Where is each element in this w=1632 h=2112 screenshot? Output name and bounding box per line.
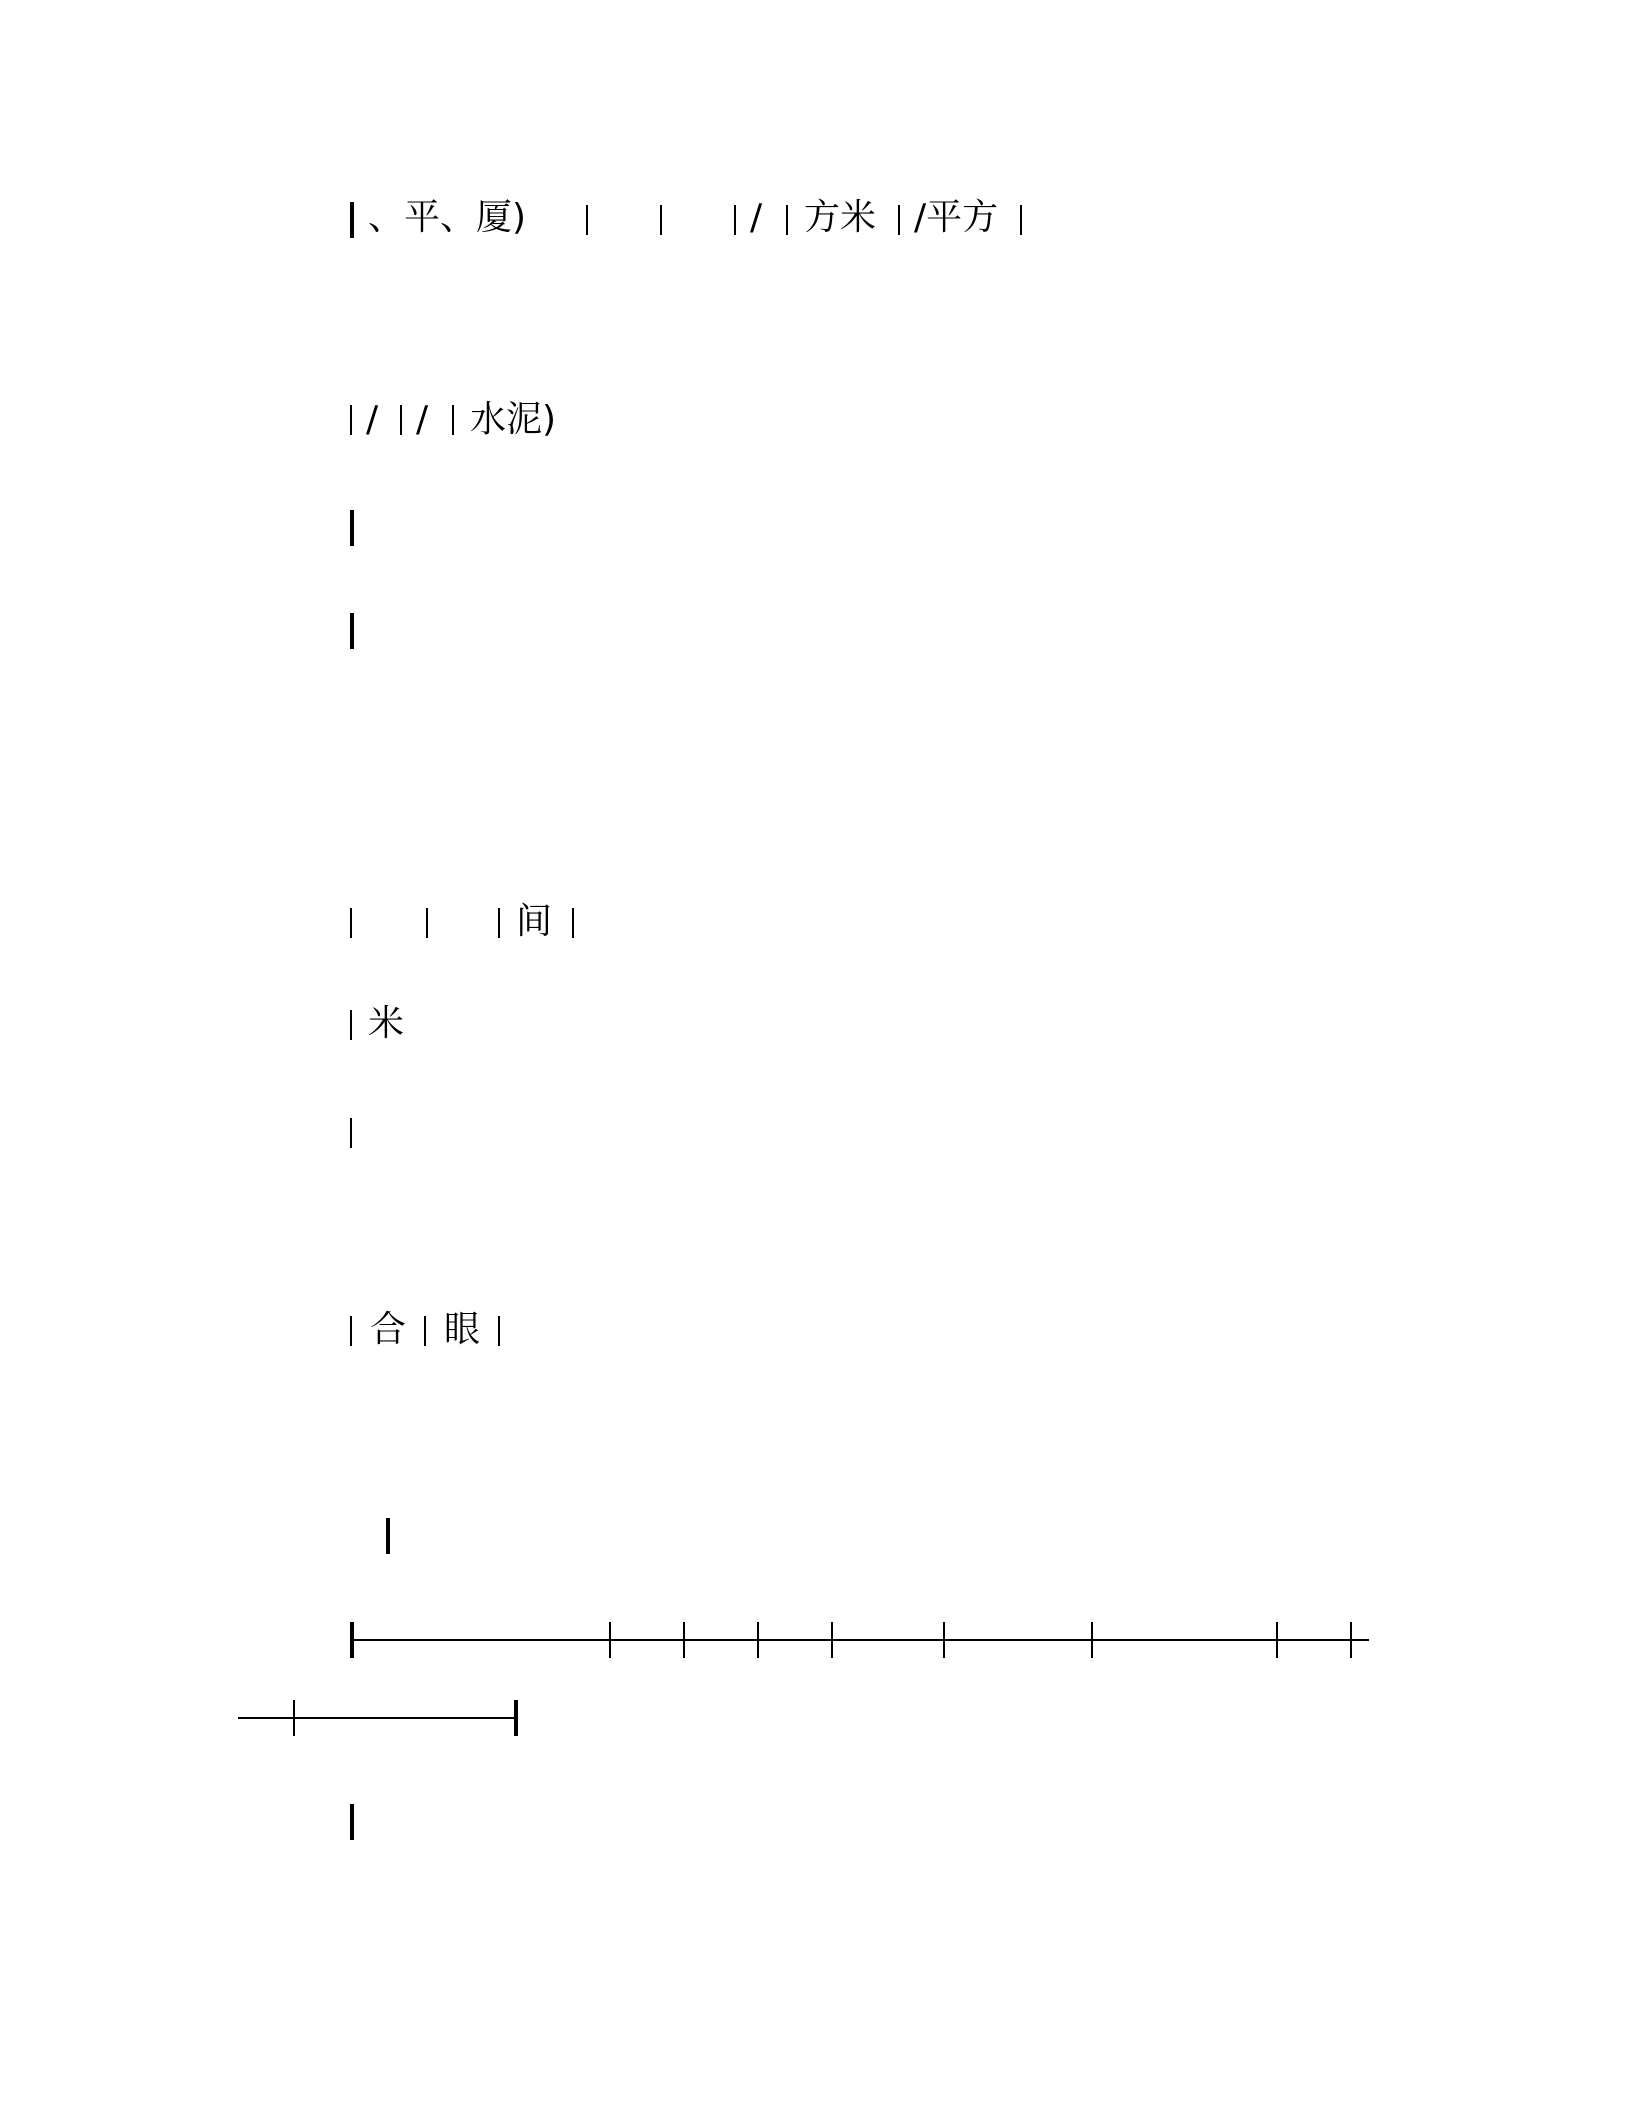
text-fragment: / [366, 399, 379, 440]
text-fragment: 、平、厦) [368, 197, 527, 238]
table-tick [831, 1622, 833, 1658]
text-fragment: /平方 [914, 197, 999, 238]
table-border [498, 1316, 500, 1346]
table-border [586, 205, 588, 235]
table-border [898, 205, 900, 235]
table-border [452, 405, 454, 435]
table-rule [352, 1639, 1369, 1641]
table-border [350, 405, 352, 435]
table-tick [1091, 1622, 1093, 1658]
table-border [350, 1010, 352, 1040]
text-fragment: 间 [516, 901, 553, 942]
text-fragment: 合 [370, 1309, 407, 1350]
table-border [426, 908, 428, 938]
text-fragment: 水泥) [470, 399, 557, 440]
table-border [350, 1316, 352, 1346]
text-fragment: 眼 [444, 1309, 481, 1350]
table-border [572, 908, 574, 938]
table-tick [757, 1622, 759, 1658]
table-border [350, 908, 352, 938]
table-border [498, 908, 500, 938]
table-border [1020, 205, 1022, 235]
table-border [350, 613, 354, 649]
table-border [350, 1622, 354, 1658]
text-fragment: / [750, 197, 763, 238]
table-tick [943, 1622, 945, 1658]
table-border [350, 1804, 354, 1840]
table-border [424, 1316, 426, 1346]
table-tick [1276, 1622, 1278, 1658]
table-border [350, 510, 354, 546]
table-border [786, 205, 788, 235]
table-border [400, 405, 402, 435]
table-tick [293, 1700, 295, 1736]
table-border [350, 202, 354, 238]
table-border [514, 1700, 518, 1736]
text-fragment: 方米 [804, 197, 877, 238]
table-border [660, 205, 662, 235]
text-fragment: / [416, 399, 429, 440]
table-tick [683, 1622, 685, 1658]
table-tick [1350, 1622, 1352, 1658]
text-fragment: 米 [368, 1003, 405, 1044]
table-border [350, 1118, 352, 1148]
table-border [734, 205, 736, 235]
table-tick [609, 1622, 611, 1658]
table-border [386, 1518, 390, 1554]
table-rule [238, 1717, 516, 1719]
